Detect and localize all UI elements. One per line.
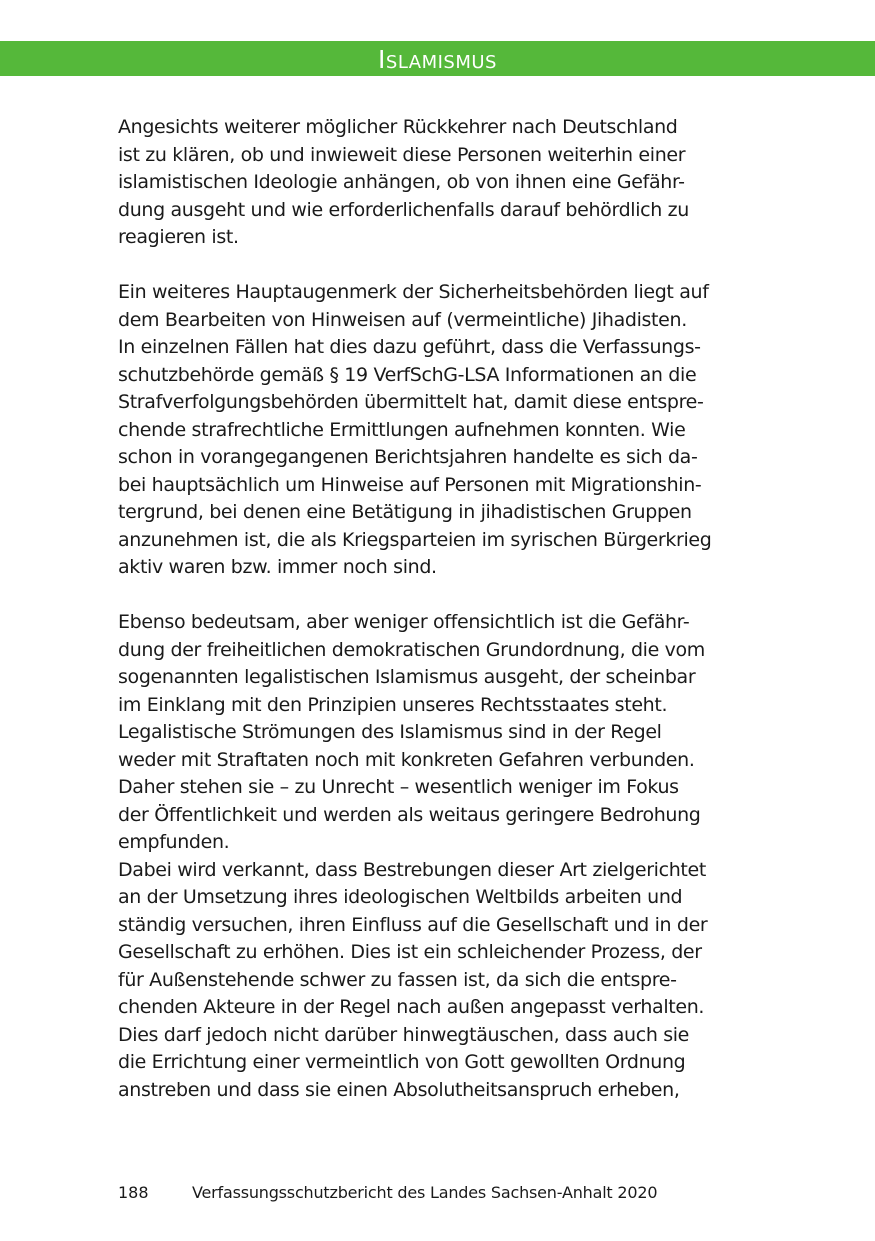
- body-text: [118, 114, 778, 1104]
- page-footer: [0, 1181, 875, 1205]
- text-line: empfunden.: [118, 831, 230, 853]
- text-line: die Errichtung einer vermeintlich von Gott gewollten Ordnung: [118, 1051, 686, 1073]
- text-line: der Öffentlichkeit und werden als weitaus geringere Bedrohung: [118, 803, 701, 826]
- text-line: weder mit Straftaten noch mit konkreten Gefahren verbunden.: [118, 748, 695, 771]
- text-line: dung ausgeht und wie erforderlichenfalls darauf behördlich zu: [118, 198, 689, 221]
- text-line: Ein weiteres Hauptaugenmerk der Sicherheitsbehörden liegt auf: [118, 281, 709, 303]
- text-line: schon in vorangegangenen Berichtsjahren handelte es sich da-: [118, 446, 698, 468]
- text-line: schutzbehörde gemäß § 19 VerfSchG-LSA Informationen an die: [118, 363, 697, 386]
- text-line: Strafverfolgungsbehörden übermittelt hat, damit diese entspre-: [118, 391, 704, 413]
- text-line: islamistischen Ideologie anhängen, ob von ihnen eine Gefähr-: [118, 171, 685, 193]
- text-line: ist zu klären, ob und inwieweit diese Personen weiterhin einer: [118, 143, 686, 166]
- text-line: dem Bearbeiten von Hinweisen auf (vermeintliche) Jihadisten.: [118, 308, 687, 331]
- text-line: bei hauptsächlich um Hinweise auf Personen mit Migrationshin-: [118, 473, 702, 496]
- paragraph: [118, 857, 778, 1105]
- text-line: Dies darf jedoch nicht darüber hinwegtäuschen, dass auch sie: [118, 1023, 690, 1046]
- text-line: ständig versuchen, ihren Einfluss auf die Gesellschaft und in der: [118, 913, 708, 936]
- text-line: für Außenstehende schwer zu fassen ist, da sich die entspre-: [118, 968, 677, 991]
- text-line: sogenannten legalistischen Islamismus ausgeht, der scheinbar: [118, 666, 696, 688]
- publication-title: Verfassungsschutzbericht des Landes Sachsen-Anhalt 2020: [192, 1183, 658, 1202]
- text-line: Gesellschaft zu erhöhen. Dies ist ein schleichender Prozess, der: [118, 941, 702, 963]
- section-title: Islamismus: [378, 45, 497, 74]
- text-line: tergrund, bei denen eine Betätigung in jihadistischen Gruppen: [118, 501, 692, 523]
- text-line: reagieren ist.: [118, 226, 239, 248]
- paragraph: [118, 114, 778, 252]
- text-line: Dabei wird verkannt, dass Bestrebungen dieser Art zielgerichtet: [118, 858, 706, 881]
- text-line: im Einklang mit den Prinzipien unseres Rechtsstaates steht.: [118, 693, 668, 716]
- text-line: Daher stehen sie – zu Unrecht – wesentlich weniger im Fokus: [118, 776, 679, 798]
- text-line: In einzelnen Fällen hat dies dazu geführt, dass die Verfassungs-: [118, 336, 701, 358]
- text-line: Ebenso bedeutsam, aber weniger offensichtlich ist die Gefähr-: [118, 611, 690, 633]
- text-line: aktiv waren bzw. immer noch sind.: [118, 556, 437, 578]
- text-line: Angesichts weiterer möglicher Rückkehrer nach Deutschland: [118, 116, 678, 138]
- text-line: chende strafrechtliche Ermittlungen aufnehmen konnten. Wie: [118, 418, 686, 441]
- paragraph: [118, 279, 778, 582]
- text-line: dung der freiheitlichen demokratischen Grundordnung, die vom: [118, 638, 705, 661]
- paragraph-gap: [118, 582, 778, 610]
- paragraph-gap: [118, 252, 778, 280]
- page-number: 188: [118, 1183, 149, 1202]
- paragraph: [118, 609, 778, 857]
- text-line: chenden Akteure in der Regel nach außen angepasst verhalten.: [118, 996, 705, 1018]
- text-line: anstreben und dass sie einen Absolutheitsanspruch erheben,: [118, 1078, 680, 1101]
- text-line: an der Umsetzung ihres ideologischen Weltbilds arbeiten und: [118, 886, 683, 908]
- text-line: anzunehmen ist, die als Kriegsparteien im syrischen Bürgerkrieg: [118, 528, 712, 551]
- text-line: Legalistische Strömungen des Islamismus sind in der Regel: [118, 721, 662, 743]
